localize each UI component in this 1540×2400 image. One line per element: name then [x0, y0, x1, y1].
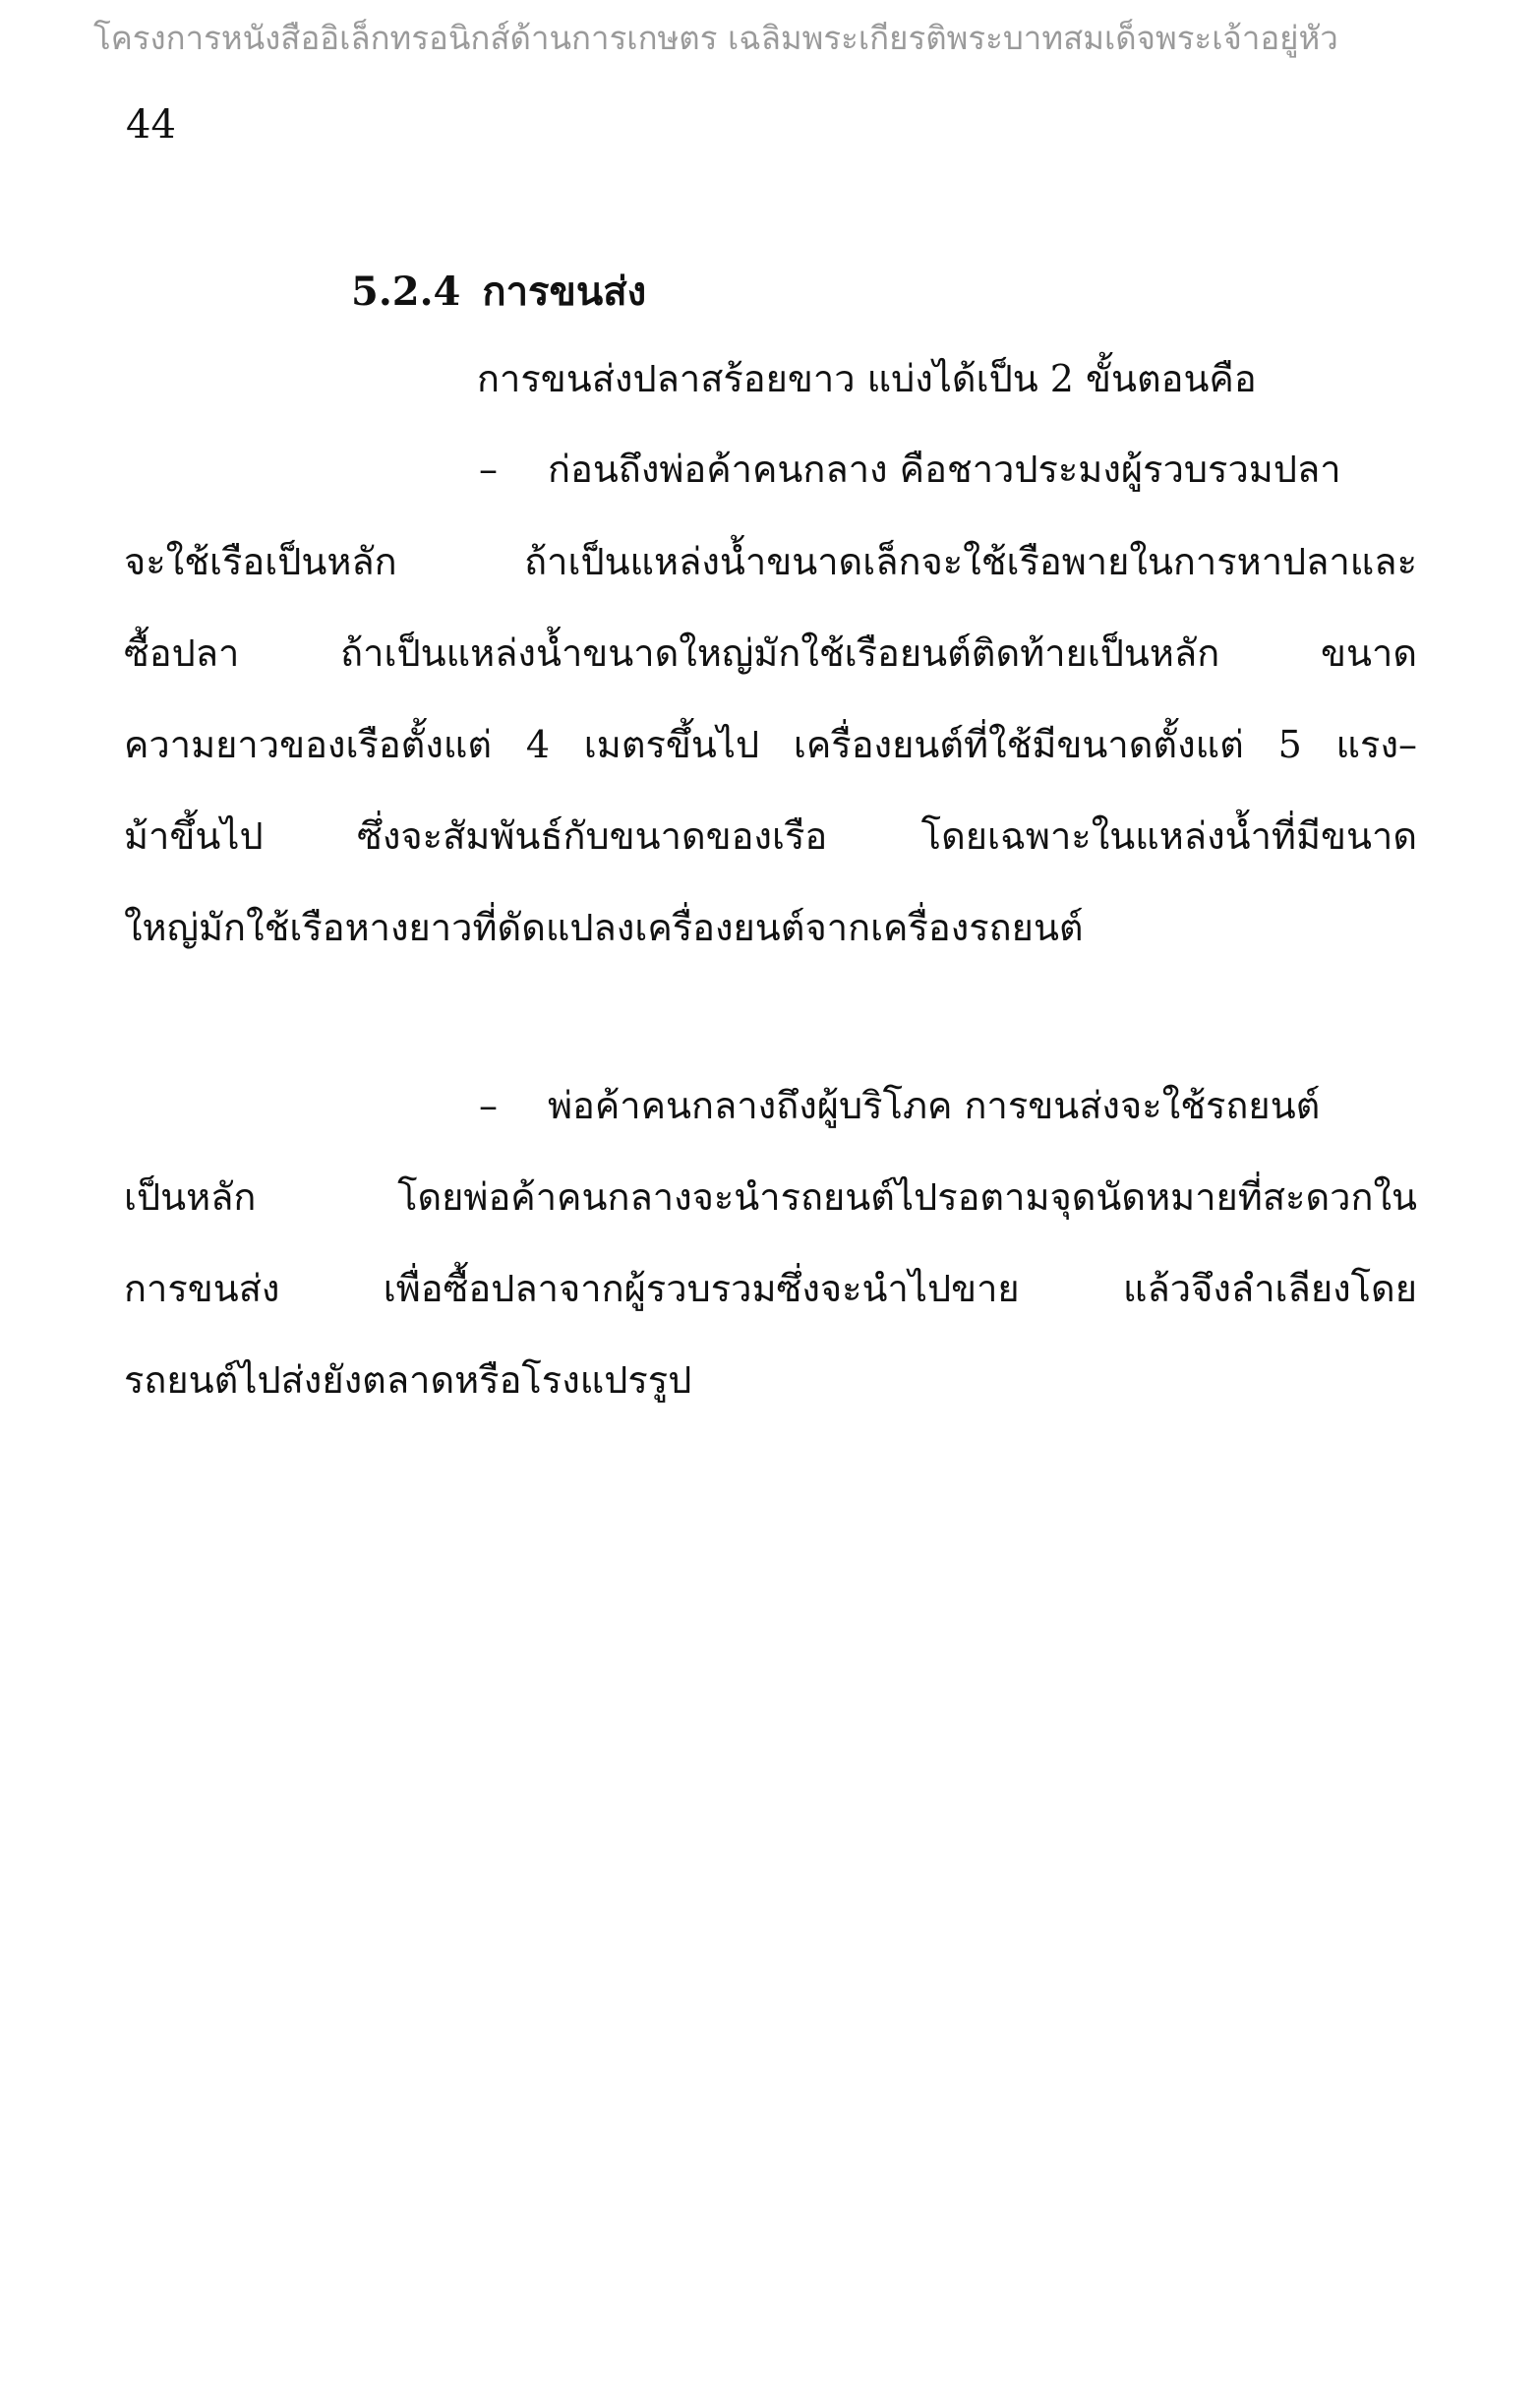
- section-heading: [351, 260, 646, 323]
- page-number: 44: [126, 102, 176, 148]
- paragraph-line: ใหญ่มักใช้เรือหางยาวที่ดัดแปลงเครื่องยนต์จากเครื่องรถยนต์: [124, 906, 1084, 949]
- paragraph-line: ความยาวของเรือตั้งแต่ 4 เมตรขึ้นไป เครื่องยนต์ที่ใช้มีขนาดตั้งแต่ 5 แรง–: [124, 723, 1417, 766]
- section-number: 5.2.4: [351, 269, 461, 315]
- paragraph-line: ม้าขึ้นไป ซึ่งจะสัมพันธ์กับขนาดของเรือ โดยเฉพาะในแหล่งน้ำที่มีขนาด: [124, 814, 1417, 858]
- bullet-dash: –: [479, 1084, 498, 1127]
- paragraph-line: จะใช้เรือเป็นหลัก ถ้าเป็นแหล่งน้ำขนาดเล็กจะใช้เรือพายในการหาปลาและ: [124, 540, 1417, 583]
- paragraph-line: เป็นหลัก โดยพ่อค้าคนกลางจะนำรถยนต์ไปรอตามจุดนัดหมายที่สะดวกใน: [124, 1175, 1417, 1219]
- section-intro: การขนส่งปลาสร้อยขาว แบ่งได้เป็น 2 ขั้นตอนคือ: [477, 357, 1257, 400]
- bullet-1-lead: ก่อนถึงพ่อค้าคนกลาง คือชาวประมงผู้รวบรวมปลา: [548, 448, 1341, 491]
- paragraph-line: การขนส่ง เพื่อซื้อปลาจากผู้รวบรวมซึ่งจะนำไปขาย แล้วจึงลำเลียงโดย: [124, 1267, 1417, 1310]
- bullet-1-first-line: [479, 439, 1341, 499]
- bullet-dash: –: [479, 448, 498, 491]
- bullet-2-first-line: [479, 1075, 1320, 1135]
- project-header: โครงการหนังสืออิเล็กทรอนิกส์ด้านการเกษตร เฉลิมพระเกียรติพระบาทสมเด็จพระเจ้าอยู่หัว: [93, 19, 1338, 57]
- bullet-2-lead: พ่อค้าคนกลางถึงผู้บริโภค การขนส่งจะใช้รถยนต์: [548, 1084, 1321, 1127]
- paragraph-line: รถยนต์ไปส่งยังตลาดหรือโรงแปรรูป: [124, 1358, 692, 1402]
- paragraph-line: ซื้อปลา ถ้าเป็นแหล่งน้ำขนาดใหญ่มักใช้เรือยนต์ติดท้ายเป็นหลัก ขนาด: [124, 631, 1417, 675]
- section-title: การขนส่ง: [482, 269, 647, 315]
